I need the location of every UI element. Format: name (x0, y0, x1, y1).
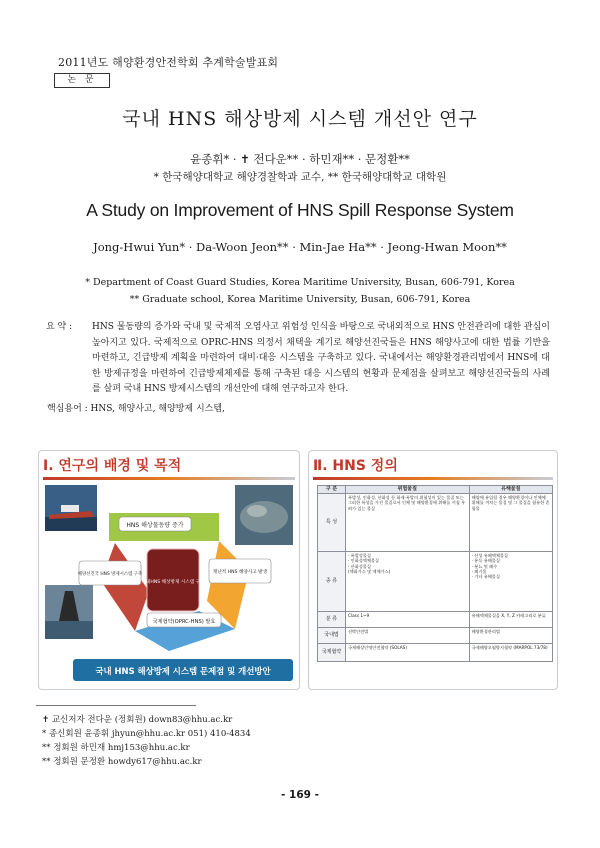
footnote: ** 정회원 하민재 hmj153@hhu.ac.kr (42, 743, 190, 753)
table-cell: 국제해상인명안전협약 (SOLAS) (346, 644, 470, 662)
heading-rule (313, 477, 553, 480)
table-cell: 해양에 유입될 경우 해양환경이나 인체에 위해를 끼치는 물질 및 그 물질을 함유한 혼합물 (469, 494, 552, 552)
table-cell: 선박안전법 (346, 628, 470, 644)
table-cell: 해양환경관리법 (469, 628, 552, 644)
footnote: * 종신회원 윤종휘 jhyun@hhu.ac.kr 051) 410-4834 (42, 729, 251, 739)
hns-definition-table (317, 485, 553, 662)
affiliation-english-1: * Department of Coast Guard Studies, Korea Maritime University, Busan, 606-791, Korea (85, 277, 515, 288)
col-header: 유해물질 (469, 486, 552, 494)
table-cell: · 폭발성물질 · 인화성액체물질 · 산화성물질 (액화가스 및 액체가스) (346, 552, 470, 612)
figure (38, 450, 558, 690)
footnote: ** 정회원 문정환 howdy617@hhu.ac.kr (42, 757, 202, 767)
paper-type-badge: 논 문 (54, 73, 110, 88)
footnote-rule (36, 705, 196, 706)
box-top-text: HNS 해상물동량 증가 (126, 522, 184, 529)
affiliation-english-2: ** Graduate school, Korea Maritime University, Busan, 606-791, Korea (129, 294, 471, 305)
center-text: 국내HNS 해상방제 시스템 구축 (141, 580, 205, 585)
table-cell: · 산성 유해액체물질 · 유독 유해물질 · 분뇨 및 폐수 · 폐기물 · 기타 유해물질 (469, 552, 552, 612)
table-cell: 폭발성, 인화성, 산화성 등 화재·폭발의 위험성이 있는 물질 또는 그러한 특성을 가진 물질로서 인체 및 해양환경에 위해를 끼칠 우려가 있는 물질 (346, 494, 470, 552)
background-diagram (39, 451, 300, 690)
page-number: - 169 - (281, 789, 319, 801)
abstract-text: HNS 물동량의 증가와 국내 및 국제적 오염사고 위험성 인식을 바탕으로 국내외적으로 HNS 안전관리에 대한 관심이 높아지고 있다. 국제적으로 OPRC-HNS 의정서 채택을 계기로 해양선진국들은 HNS 해양사고에 대한 법률 기반을 마련하고, 긴급방제 계획을 마련하여 대비·대응 시스템을 구축하고 있다. 국내에서는 해양환경관리법에서 HNS에 대한 방제규정을 마련하여 긴급방제체제를 통해 구축된 대응 시스템의 현황과 문제점을 살펴보고 해양선진국들의 사례를 살펴 국내 HNS 방제시스템의 개선안에 대해 연구하고자 한다. (92, 322, 550, 395)
authors-korean: 윤종휘* · ✝ 전다운** · 하민재** · 문정환** (190, 152, 410, 166)
banner-text: 국내 HNS 해상방제 시스템 문제점 및 개선방안 (95, 666, 271, 676)
row-label: 국내법 (318, 628, 346, 644)
title-english: A Study on Improvement of HNS Spill Response System (86, 200, 514, 220)
definition-panel (308, 450, 558, 690)
table-header-row (318, 486, 553, 494)
table-cell: 국제해양오염방지협약 (MARPOL 73/78) (469, 644, 552, 662)
box-left-text: 해양선진국 HNS 방제시스템 구축 (77, 572, 143, 577)
table-row (318, 644, 553, 662)
row-label: 분 류 (318, 612, 346, 628)
affiliation-korean: * 한국해양대학교 해양경찰학과 교수, ** 한국해양대학교 대학원 (153, 171, 447, 183)
abstract-label: 요 약 : (46, 322, 73, 332)
table-row (318, 628, 553, 644)
table-cell: Class 1~9 (346, 612, 470, 628)
authors-english: Jong-Hwui Yun* · Da-Woon Jeon** · Min-Jae Ha** · Jeong-Hwan Moon** (93, 240, 507, 254)
table-row (318, 494, 553, 552)
keywords: 핵심용어 : HNS, 해양사고, 해양방제 시스템, (47, 404, 225, 414)
title-korean: 국내 HNS 해상방제 시스템 개선안 연구 (122, 108, 478, 130)
table-row (318, 612, 553, 628)
table-row (318, 552, 553, 612)
table-cell: 유해액체물질을 X, Y, Z 카테고리로 분류 (469, 612, 552, 628)
background-panel (38, 450, 300, 690)
definition-heading: Ⅱ. HNS 정의 (313, 458, 398, 474)
background-heading: Ⅰ. 연구의 배경 및 목적 (43, 458, 182, 474)
conference-name: 2011년도 해양환경안전학회 추계학술발표회 (58, 56, 279, 69)
box-right-text: 재난적 HNS 해양사고 발생 (212, 570, 268, 575)
footnote: ✝ 교신저자 전다운 (정회원) down83@hhu.ac.kr (42, 715, 233, 725)
row-label: 국제협약 (318, 644, 346, 662)
col-header: 구 분 (318, 486, 346, 494)
footnotes (42, 713, 251, 769)
col-header: 위험물질 (346, 486, 470, 494)
box-bottom-text: 국제협약(OPRC-HNS) 발효 (152, 619, 216, 625)
abstract (46, 320, 550, 398)
row-label: 특 성 (318, 494, 346, 552)
row-label: 종 류 (318, 552, 346, 612)
